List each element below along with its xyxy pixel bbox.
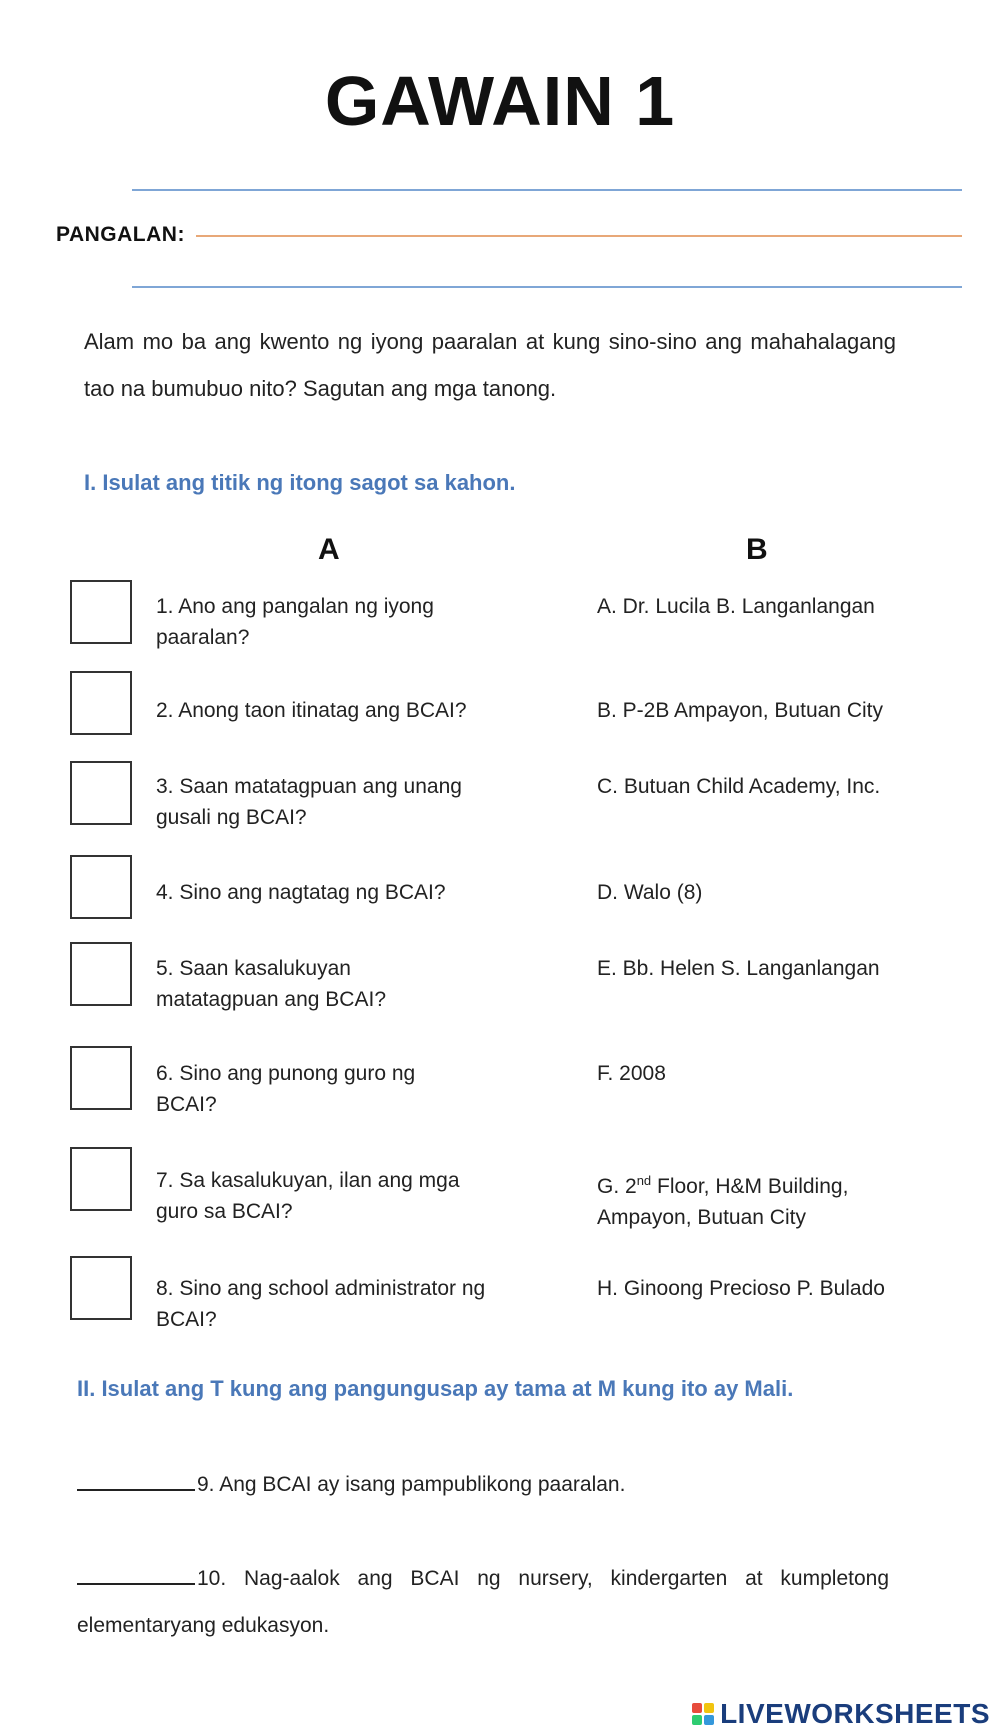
logo-text: LIVEWORKSHEETS <box>720 1698 990 1729</box>
section-1-title: I. Isulat ang titik ng itong sagot sa kahon. <box>84 470 516 495</box>
question-5: 5. Saan kasalukuyan matatagpuan ang BCAI? <box>156 957 386 1011</box>
choice-e: E. Bb. Helen S. Langanlangan <box>597 957 880 980</box>
liveworksheets-logo <box>692 1698 990 1730</box>
choice-d: D. Walo (8) <box>597 881 703 904</box>
choice-h: H. Ginoong Precioso P. Bulado <box>597 1277 885 1300</box>
section-2-title: II. Isulat ang T kung ang pangungusap ay tama at M kung ito ay Mali. <box>77 1376 794 1401</box>
answer-box-4[interactable] <box>70 855 132 919</box>
choice-f: F. 2008 <box>597 1062 666 1085</box>
choice-g-sup: nd <box>636 1173 652 1188</box>
tf-item-9 <box>77 1461 625 1508</box>
question-3: 3. Saan matatagpuan ang unang gusali ng BCAI? <box>156 775 462 829</box>
choice-b: B. P-2B Ampayon, Butuan City <box>597 699 883 722</box>
answer-box-3[interactable] <box>70 761 132 825</box>
answer-box-1[interactable] <box>70 580 132 644</box>
top-divider <box>132 189 962 191</box>
tf-item-9-text: 9. Ang BCAI ay isang pampublikong paaralan. <box>197 1473 626 1496</box>
answer-box-2[interactable] <box>70 671 132 735</box>
liveworksheets-logo-icon <box>692 1703 714 1725</box>
answer-box-8[interactable] <box>70 1256 132 1320</box>
answer-blank-10[interactable] <box>77 1559 195 1585</box>
choice-g <box>597 1165 897 1233</box>
question-6: 6. Sino ang punong guro ng BCAI? <box>156 1062 416 1116</box>
question-4: 4. Sino ang nagtatag ng BCAI? <box>156 881 446 904</box>
answer-box-6[interactable] <box>70 1046 132 1110</box>
choice-g-prefix: G. 2 <box>597 1175 637 1198</box>
choice-g-suffix: Floor, H&M Building, Ampayon, Butuan City <box>597 1175 849 1229</box>
bottom-divider <box>132 286 962 288</box>
column-b-header: B <box>746 533 768 566</box>
choice-c: C. Butuan Child Academy, Inc. <box>597 775 881 798</box>
column-a-header: A <box>318 533 340 566</box>
intro-paragraph: Alam mo ba ang kwento ng iyong paaralan at kung sino-sino ang mahahalagang tao na bumubuo nito? Sagutan ang mga tanong. <box>84 329 896 401</box>
name-label: PANGALAN: <box>56 223 185 246</box>
answer-blank-9[interactable] <box>77 1465 195 1491</box>
answer-box-7[interactable] <box>70 1147 132 1211</box>
choice-a: A. Dr. Lucila B. Langanlangan <box>597 595 875 618</box>
question-2: 2. Anong taon itinatag ang BCAI? <box>156 699 467 722</box>
tf-item-10 <box>77 1555 889 1649</box>
question-1: 1. Ano ang pangalan ng iyong paaralan? <box>156 595 434 649</box>
question-8: 8. Sino ang school administrator ng BCAI? <box>156 1277 486 1331</box>
answer-box-5[interactable] <box>70 942 132 1006</box>
page-title: GAWAIN 1 <box>324 62 676 140</box>
name-field-line[interactable] <box>196 235 962 237</box>
tf-item-10-text: 10. Nag-aalok ang BCAI ng nursery, kindergarten at kumpletong elementaryang edukasyon. <box>77 1567 889 1637</box>
question-7: 7. Sa kasalukuyan, ilan ang mga guro sa BCAI? <box>156 1169 460 1223</box>
